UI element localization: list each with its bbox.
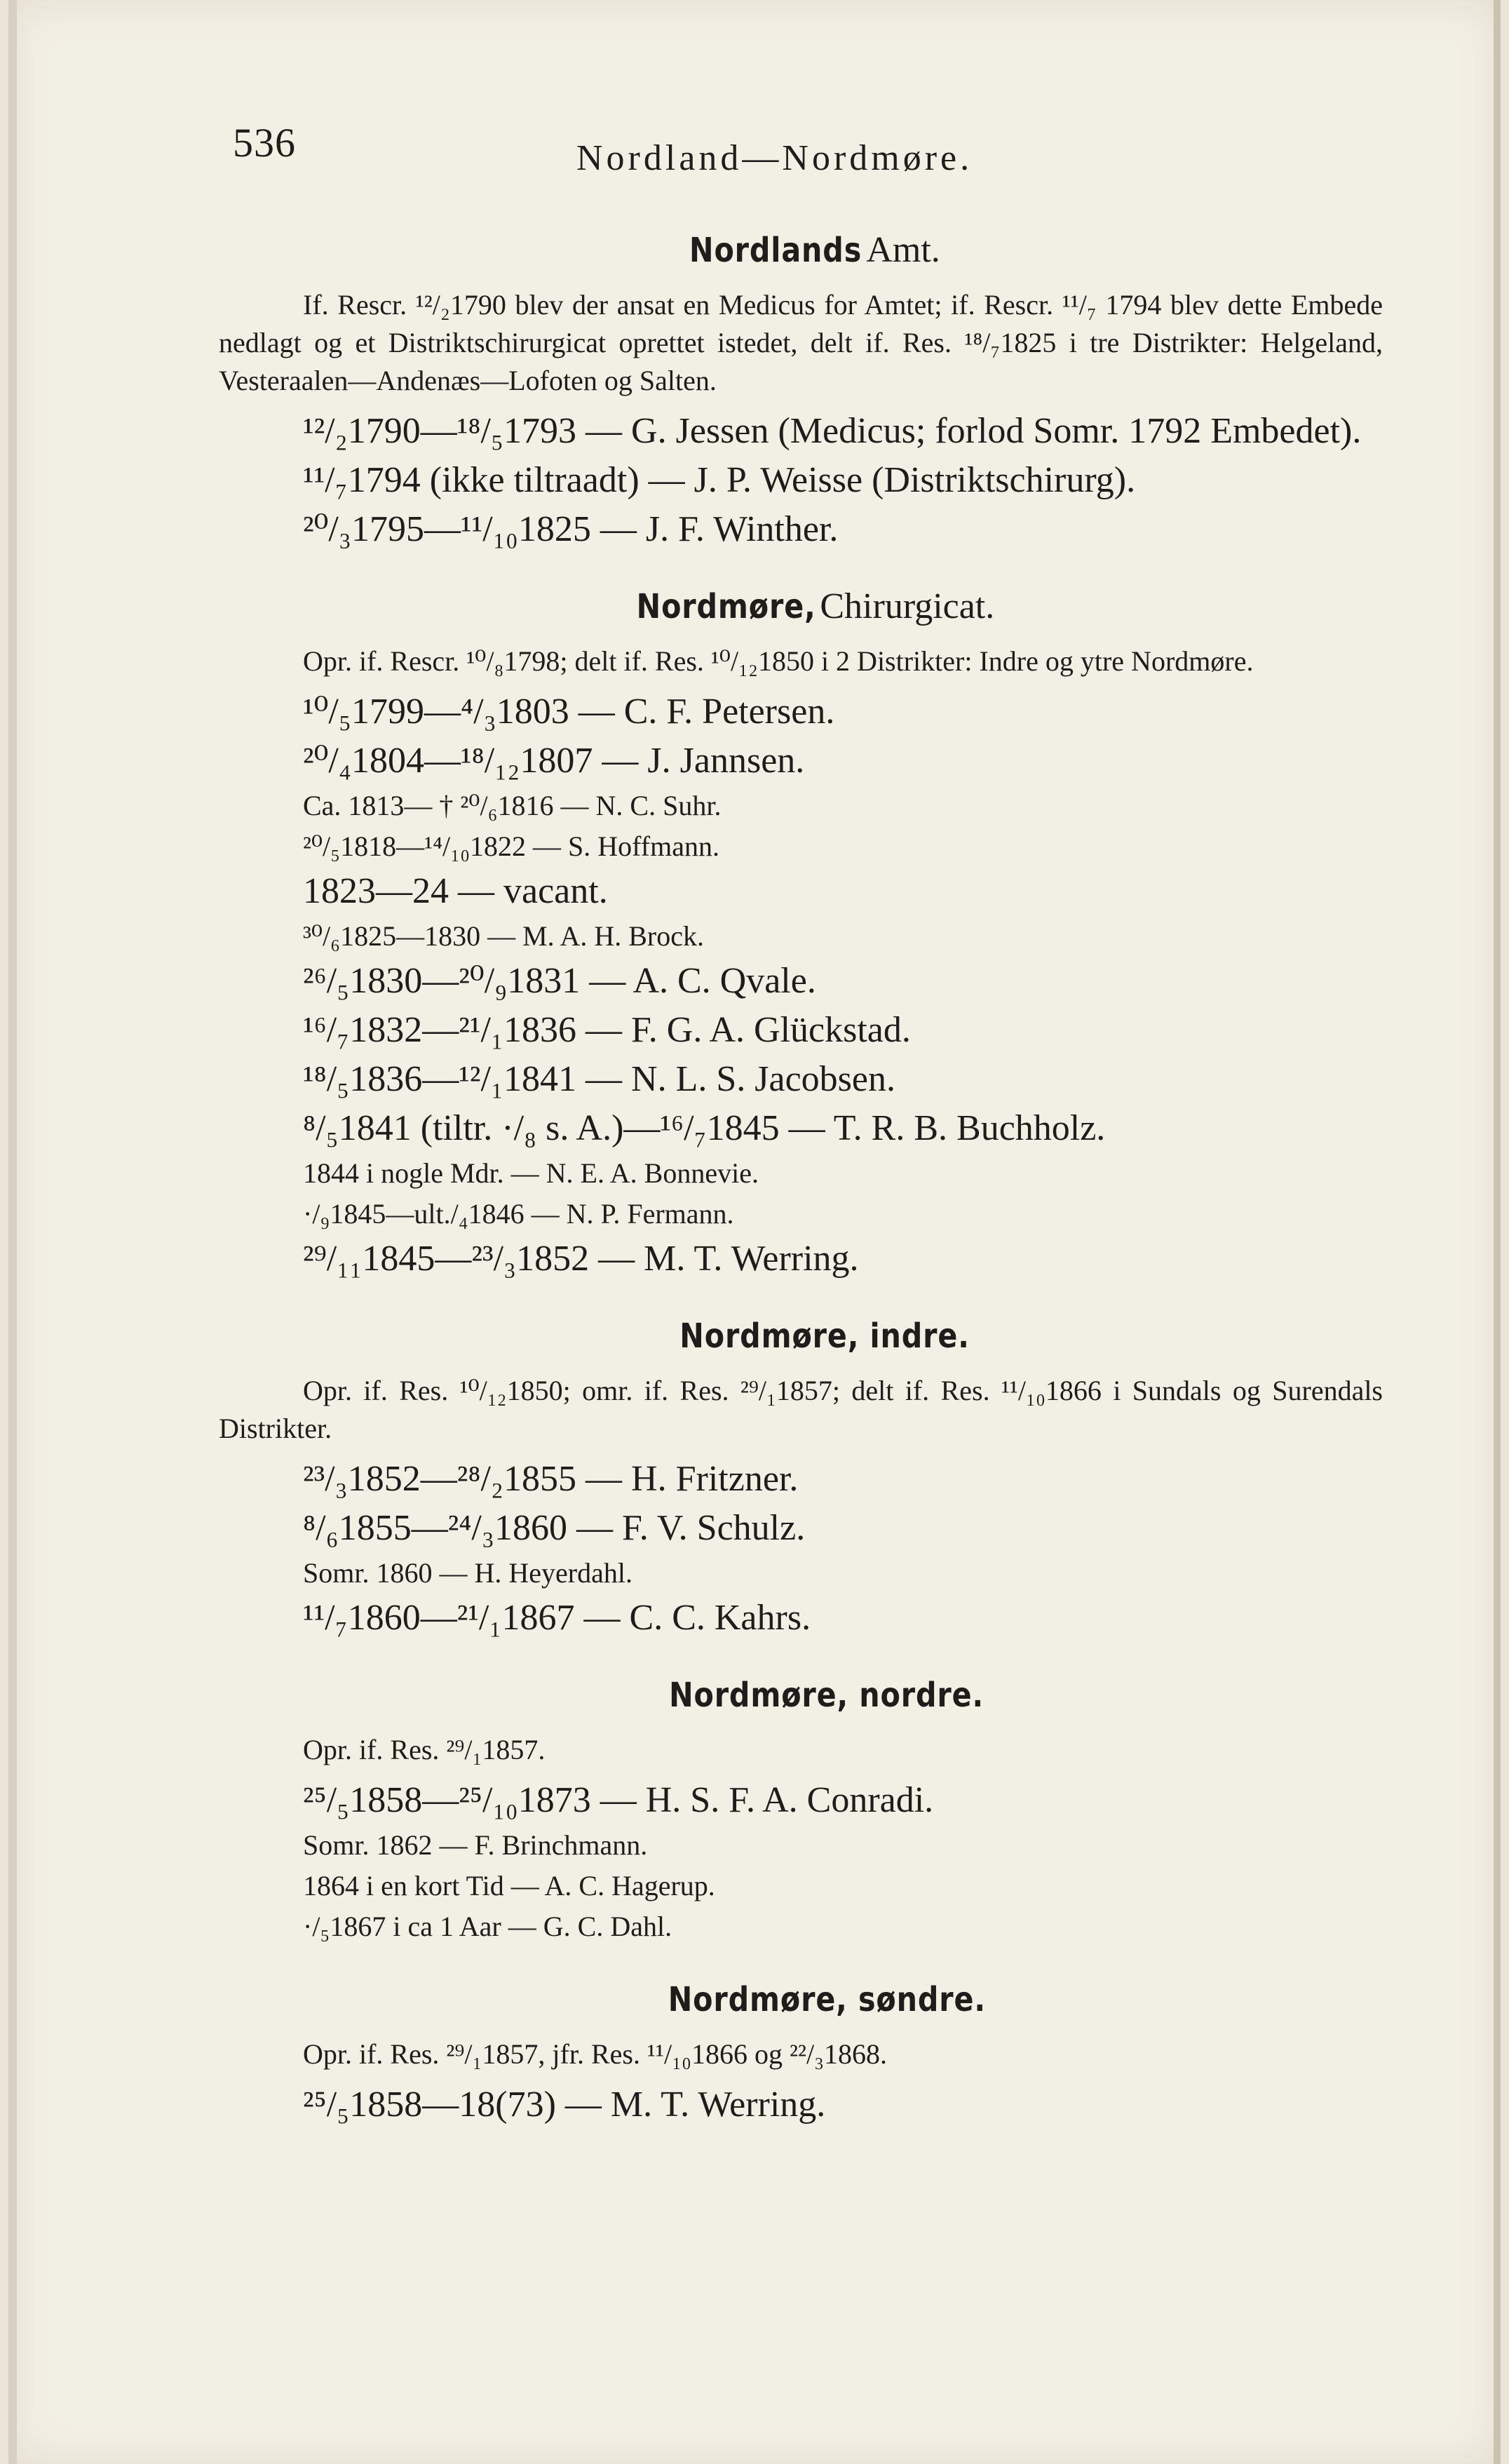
page-left-edge bbox=[8, 0, 17, 2464]
page-right-edge bbox=[1494, 0, 1501, 2464]
register-entry: ²⁵/₅1858—²⁵/₁₀1873 — H. S. F. A. Conradi. bbox=[303, 1780, 934, 1820]
section-title bbox=[219, 1975, 1383, 2024]
section bbox=[219, 226, 1383, 567]
section-title-bold: Nordmøre, bbox=[636, 587, 816, 626]
section-title-bold: Nordlands bbox=[689, 231, 862, 270]
register-entry: ³⁰/₆1825—1830 — M. A. H. Brock. bbox=[303, 920, 704, 952]
register-entry: ¹¹/₇1794 (ikke tiltraadt) — J. P. Weisse (Distriktschirurg). bbox=[303, 460, 1136, 500]
section bbox=[219, 1312, 1383, 1655]
section-note: Opr. if. Res. ¹⁰/₁₂1850; omr. if. Res. ²⁹/₁1857; delt if. Res. ¹¹/₁₀1866 i Sundals og Surendals Distrikter. bbox=[219, 1375, 1383, 1444]
running-head: Nordland—Nordmøre. bbox=[576, 138, 973, 178]
register-entry: 1823—24 — vacant. bbox=[303, 871, 608, 911]
register-entry: ¹¹/₇1860—²¹/₁1867 — C. C. Kahrs. bbox=[303, 1598, 811, 1638]
register-entry: ⁸/₆1855—²⁴/₃1860 — F. V. Schulz. bbox=[303, 1508, 806, 1548]
section-title bbox=[219, 1312, 1383, 1361]
section bbox=[219, 1975, 1383, 2142]
section-title bbox=[219, 1671, 1383, 1720]
section bbox=[219, 1671, 1383, 1960]
register-entry: ·/₅1867 i ca 1 Aar — G. C. Dahl. bbox=[303, 1911, 672, 1942]
register-entry: ·/₉1845—ult./₄1846 — N. P. Fermann. bbox=[303, 1198, 734, 1230]
section-note: Opr. if. Res. ²⁹/₁1857. bbox=[303, 1734, 546, 1765]
section bbox=[219, 582, 1383, 1296]
register-entry: Somr. 1860 — H. Heyerdahl. bbox=[303, 1557, 632, 1589]
register-entry: ⁸/₅1841 (tiltr. ·/₈ s. A.)—¹⁶/₇1845 — T. R. B. Buchholz. bbox=[303, 1108, 1106, 1148]
section-title-rest: Amt. bbox=[866, 230, 940, 270]
register-entry: ²⁰/₅1818—¹⁴/₁₀1822 — S. Hoffmann. bbox=[303, 830, 719, 862]
register-entry: ²⁰/₃1795—¹¹/₁₀1825 — J. F. Winther. bbox=[303, 509, 839, 549]
section-title-bold: Nordmøre, nordre. bbox=[669, 1676, 984, 1715]
register-entry: ²⁹/₁₁1845—²³/₃1852 — M. T. Werring. bbox=[303, 1239, 859, 1279]
section-title bbox=[219, 582, 1383, 631]
register-entry: ¹⁸/₅1836—¹²/₁1841 — N. L. S. Jacobsen. bbox=[303, 1059, 895, 1099]
page-number: 536 bbox=[233, 120, 296, 166]
register-entry: ¹²/₂1790—¹⁸/₅1793 — G. Jessen (Medicus; forlod Somr. 1792 Embedet). bbox=[303, 411, 1362, 451]
register-entry: ¹⁶/₇1832—²¹/₁1836 — F. G. A. Glückstad. bbox=[303, 1010, 911, 1050]
section-title-bold: Nordmøre, indre. bbox=[679, 1317, 970, 1356]
register-entry: ¹⁰/₅1799—⁴/₃1803 — C. F. Petersen. bbox=[303, 692, 835, 732]
register-entry: ²⁶/₅1830—²⁰/₉1831 — A. C. Qvale. bbox=[303, 961, 816, 1001]
book-page bbox=[8, 0, 1501, 2464]
register-entry: Somr. 1862 — F. Brinchmann. bbox=[303, 1829, 648, 1861]
page-content bbox=[219, 210, 1383, 2142]
section-note: Opr. if. Res. ²⁹/₁1857, jfr. Res. ¹¹/₁₀1866 og ²²/₃1868. bbox=[303, 2038, 888, 2070]
section-note: Opr. if. Rescr. ¹⁰/₈1798; delt if. Res. ¹⁰/₁₂1850 i 2 Distrikter: Indre og ytre Nordmøre. bbox=[303, 645, 1254, 677]
register-entry: ²³/₃1852—²⁸/₂1855 — H. Fritzner. bbox=[303, 1459, 799, 1499]
register-entry: ²⁵/₅1858—18(73) — M. T. Werring. bbox=[303, 2085, 826, 2125]
section-note: If. Rescr. ¹²/₂1790 blev der ansat en Medicus for Amtet; if. Rescr. ¹¹/₇ 1794 blev dette Embede nedlagt og et Distriktschirurgicat oprettet istedet, delt if. Res. ¹⁸/₇1825 i tre Distrikter: Helgeland, Vesteraalen—Andenæs—Lofoten og Salten. bbox=[219, 289, 1383, 396]
register-entry: ²⁰/₄1804—¹⁸/₁₂1807 — J. Jannsen. bbox=[303, 741, 805, 781]
section-title-rest: Chirurgicat. bbox=[820, 586, 995, 626]
register-entry: Ca. 1813— † ²⁰/₆1816 — N. C. Suhr. bbox=[303, 790, 722, 821]
register-entry: 1864 i en kort Tid — A. C. Hagerup. bbox=[303, 1870, 715, 1901]
page-header bbox=[233, 119, 1327, 196]
section-title bbox=[219, 226, 1383, 275]
register-entry: 1844 i nogle Mdr. — N. E. A. Bonnevie. bbox=[303, 1157, 759, 1189]
section-title-bold: Nordmøre, søndre. bbox=[668, 1980, 986, 2019]
